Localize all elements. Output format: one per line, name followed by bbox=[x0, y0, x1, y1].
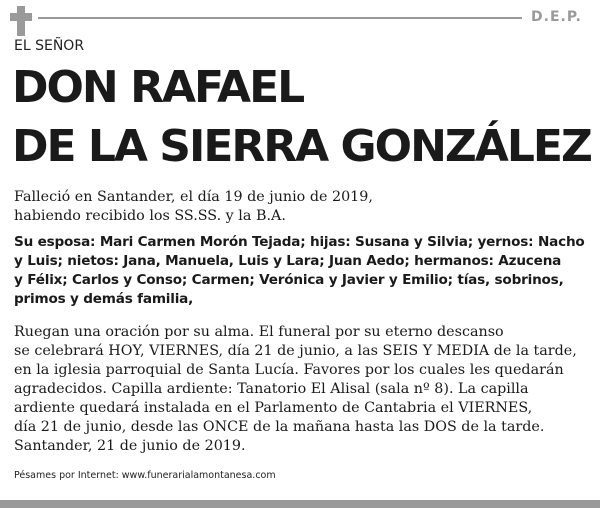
family-list bbox=[14, 233, 590, 309]
funeral-line: agradecidos. Capilla ardiente: Tanatorio El Alisal (sala nº 8). La capilla bbox=[14, 381, 529, 397]
deceased-name-line-1: DON RAFAEL bbox=[12, 62, 304, 113]
dep-label: D.E.P. bbox=[531, 9, 582, 25]
funeral-line: Santander, 21 de junio de 2019. bbox=[14, 438, 246, 454]
funeral-line: Ruegan una oración por su alma. El funeral por su eterno descanso bbox=[14, 324, 504, 340]
funeral-details bbox=[14, 323, 590, 456]
funeral-line: se celebrará HOY, VIERNES, día 21 de junio, a las SEIS Y MEDIA de la tarde, bbox=[14, 343, 577, 359]
bottom-bar bbox=[0, 500, 600, 508]
title-prefix: EL SEÑOR bbox=[14, 38, 85, 54]
funeral-line: día 21 de junio, desde las ONCE de la mañana hasta las DOS de la tarde. bbox=[14, 419, 545, 435]
condolences-footer: Pésames por Internet: www.funerarialamontanesa.com bbox=[14, 470, 276, 481]
family-line: y Félix; Carlos y Conso; Carmen; Verónica y Javier y Emilio; tías, sobrinos, bbox=[14, 272, 564, 288]
death-line: habiendo recibido los SS.SS. y la B.A. bbox=[14, 208, 286, 224]
family-line: primos y demás familia, bbox=[14, 291, 194, 307]
family-line: y Luis; nietos: Jana, Manuela, Luis y Lara; Juan Aedo; hermanos: Azucena bbox=[14, 253, 562, 269]
funeral-line: en la iglesia parroquial de Santa Lucía. Favores por los cuales les quedarán bbox=[14, 362, 564, 378]
death-line: Falleció en Santander, el día 19 de junio de 2019, bbox=[14, 189, 373, 205]
death-notice bbox=[14, 188, 590, 226]
cross-icon bbox=[10, 6, 32, 36]
deceased-name-line-2: DE LA SIERRA GONZÁLEZ bbox=[12, 121, 591, 172]
top-divider bbox=[38, 17, 522, 19]
family-line: Su esposa: Mari Carmen Morón Tejada; hijas: Susana y Silvia; yernos: Nacho bbox=[14, 234, 585, 250]
funeral-line: ardiente quedará instalada en el Parlamento de Cantabria el VIERNES, bbox=[14, 400, 533, 416]
